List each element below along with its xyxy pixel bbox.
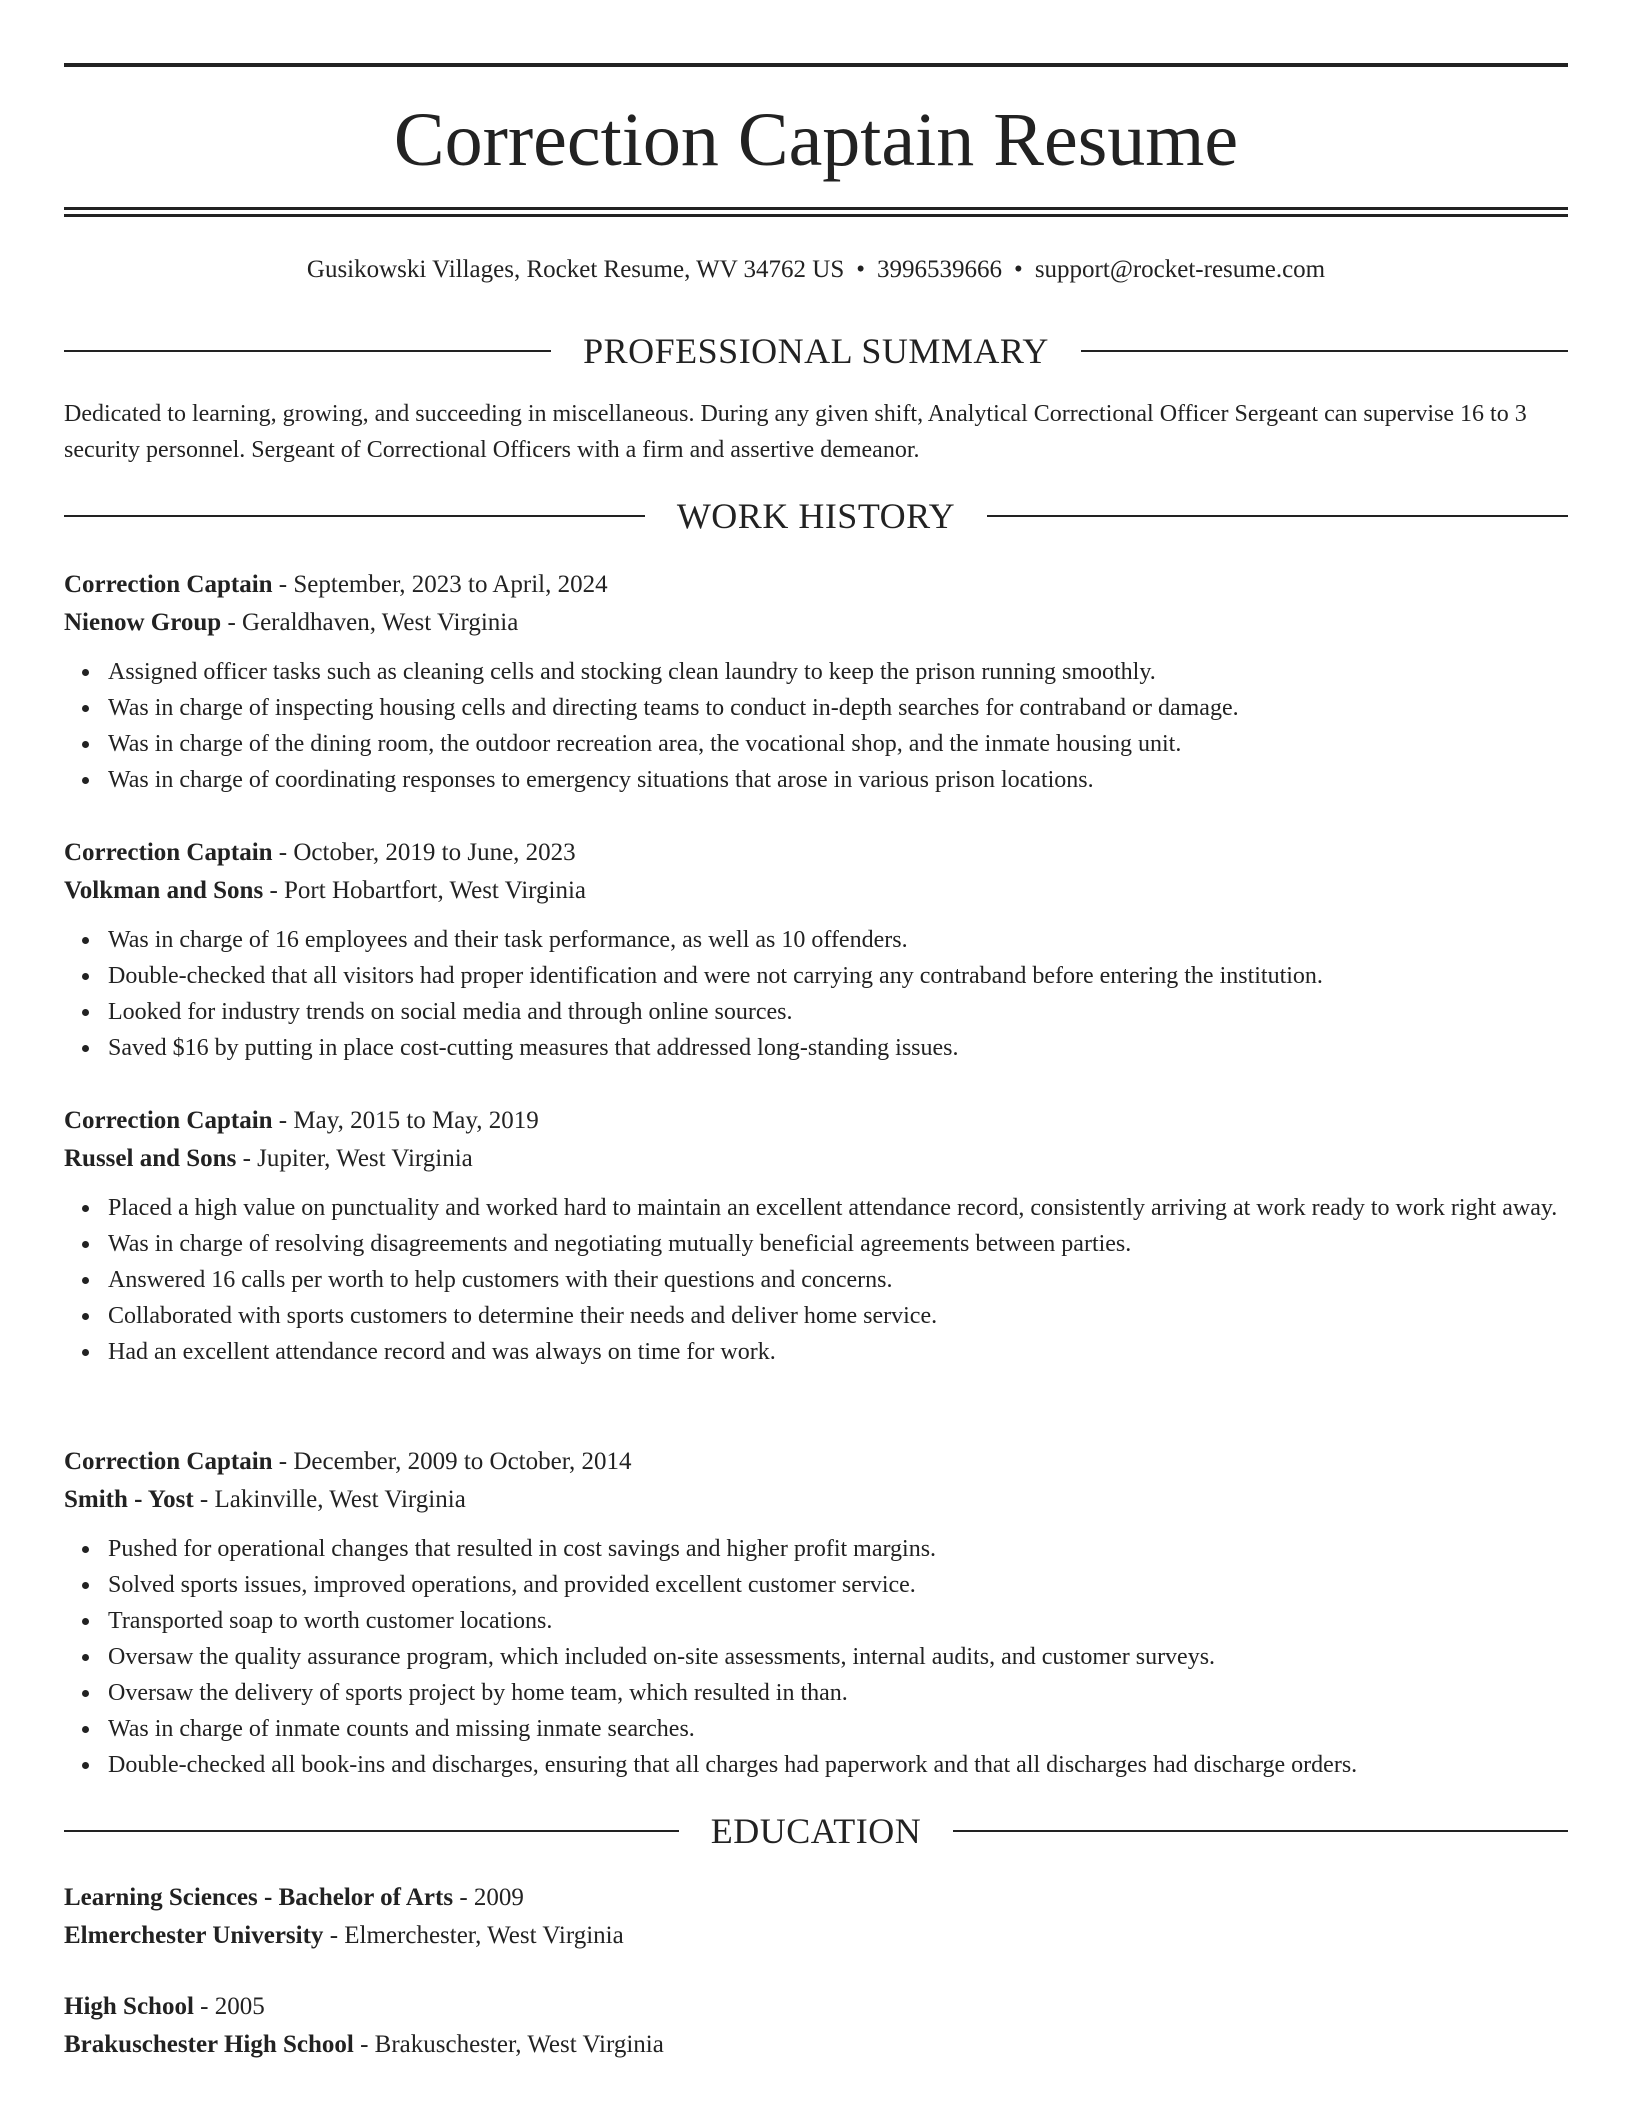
education-entry	[64, 1988, 1568, 2064]
job-title: Correction Captain	[64, 571, 273, 598]
section-heading-summary	[64, 331, 1568, 371]
education-school-line	[64, 2026, 1568, 2064]
resume-title: Correction Captain Resume	[393, 98, 1239, 182]
job-entry	[64, 1102, 1568, 1370]
contact-address: Gusikowski Villages, Rocket Resume, WV 34762 US	[306, 256, 845, 283]
job-location: - Jupiter, West Virginia	[236, 1145, 473, 1172]
education-entry	[64, 1879, 1568, 1955]
job-bullet: Was in charge of 16 employees and their task performance, as well as 10 offenders.	[108, 922, 1568, 958]
job-bullet: Oversaw the delivery of sports project by home team, which resulted in than.	[108, 1675, 1568, 1711]
job-bullet: Solved sports issues, improved operations, and provided excellent customer service.	[108, 1567, 1568, 1603]
job-company: Nienow Group	[64, 609, 222, 636]
job-bullet: Was in charge of coordinating responses to emergency situations that arose in various prison locations.	[108, 762, 1568, 798]
job-company-line	[64, 1140, 1568, 1178]
education-location: - Brakuschester, West Virginia	[353, 2031, 664, 2058]
job-bullet: Pushed for operational changes that resulted in cost savings and higher profit margins.	[108, 1531, 1568, 1567]
job-title: Correction Captain	[64, 839, 273, 866]
heading-rule	[64, 350, 551, 352]
heading-rule	[64, 1830, 679, 1832]
heading-rule	[64, 515, 645, 517]
job-bullet: Was in charge of the dining room, the outdoor recreation area, the vocational shop, and the inmate housing unit.	[108, 726, 1568, 762]
job-bullet: Saved $16 by putting in place cost-cutting measures that addressed long-standing issues.	[108, 1030, 1568, 1066]
job-title-line	[64, 834, 1568, 872]
job-title-line	[64, 566, 1568, 604]
job-location: - Geraldhaven, West Virginia	[221, 609, 519, 636]
heading-rule	[987, 515, 1568, 517]
top-rule	[64, 63, 1568, 67]
contact-email: support@rocket-resume.com	[1034, 256, 1326, 283]
job-bullet: Oversaw the quality assurance program, which included on-site assessments, internal audits, and customer surveys.	[108, 1639, 1568, 1675]
job-bullet: Collaborated with sports customers to determine their needs and deliver home service.	[108, 1298, 1568, 1334]
education-degree: High School	[64, 1993, 194, 2020]
education-school-line	[64, 1917, 1568, 1955]
job-location: - Port Hobartfort, West Virginia	[263, 877, 587, 904]
job-bullet: Assigned officer tasks such as cleaning cells and stocking clean laundry to keep the prison running smoothly.	[108, 654, 1568, 690]
section-heading-work-history	[64, 496, 1568, 536]
job-dates: - December, 2009 to October, 2014	[272, 1448, 632, 1475]
job-bullet: Double-checked that all visitors had proper identification and were not carrying any contraband before entering the institution.	[108, 958, 1568, 994]
job-entry	[64, 834, 1568, 1066]
education-degree: Learning Sciences - Bachelor of Arts	[64, 1884, 454, 1911]
job-company-line	[64, 604, 1568, 642]
education-degree-line	[64, 1988, 1568, 2026]
section-heading-education	[64, 1811, 1568, 1851]
job-entry	[64, 566, 1568, 798]
heading-rule	[1081, 350, 1568, 352]
section-title: EDUCATION	[710, 1811, 922, 1851]
job-company: Volkman and Sons	[64, 877, 264, 904]
job-bullets	[64, 922, 1568, 1066]
contact-phone: 3996539666	[877, 256, 1003, 283]
job-company-line	[64, 872, 1568, 910]
education-school: Elmerchester University	[64, 1922, 324, 1949]
education-location: - Elmerchester, West Virginia	[323, 1922, 624, 1949]
job-dates: - May, 2015 to May, 2019	[272, 1107, 539, 1134]
education-school: Brakuschester High School	[64, 2031, 354, 2058]
job-bullet: Was in charge of inspecting housing cells and directing teams to conduct in-depth searches for contraband or damage.	[108, 690, 1568, 726]
job-bullet: Had an excellent attendance record and was always on time for work.	[108, 1334, 1568, 1370]
job-bullets	[64, 654, 1568, 798]
job-bullet: Was in charge of resolving disagreements and negotiating mutually beneficial agreements between parties.	[108, 1226, 1568, 1262]
contact-separator: •	[856, 256, 866, 283]
job-title: Correction Captain	[64, 1448, 273, 1475]
summary-text: Dedicated to learning, growing, and succeeding in miscellaneous. During any given shift, Analytical Correctional Officer Sergeant can supervise 16 to 3 security personnel. Sergeant of Correctional Officers with a firm and assertive demeanor.	[64, 401, 1527, 463]
job-dates: - September, 2023 to April, 2024	[272, 571, 608, 598]
education-year: - 2009	[453, 1884, 524, 1911]
education-degree-line	[64, 1879, 1568, 1917]
job-bullet: Was in charge of inmate counts and missing inmate searches.	[108, 1711, 1568, 1747]
job-bullet: Looked for industry trends on social media and through online sources.	[108, 994, 1568, 1030]
job-company-line	[64, 1481, 1568, 1519]
contact-line	[64, 254, 1568, 286]
job-bullet: Placed a high value on punctuality and worked hard to maintain an excellent attendance record, consistently arriving at work ready to work right away.	[108, 1190, 1568, 1226]
heading-rule	[953, 1830, 1568, 1832]
education-year: - 2005	[193, 1993, 265, 2020]
job-bullets	[64, 1190, 1568, 1370]
title-double-rule	[64, 207, 1568, 217]
job-bullet: Transported soap to worth customer locations.	[108, 1603, 1568, 1639]
job-bullets	[64, 1531, 1568, 1783]
section-title: PROFESSIONAL SUMMARY	[583, 331, 1049, 371]
job-bullet: Double-checked all book-ins and discharges, ensuring that all charges had paperwork and that all discharges had discharge orders.	[108, 1747, 1568, 1783]
job-title: Correction Captain	[64, 1107, 273, 1134]
job-entry	[64, 1443, 1568, 1783]
contact-separator: •	[1014, 256, 1023, 283]
job-title-line	[64, 1443, 1568, 1481]
job-title-line	[64, 1102, 1568, 1140]
job-location: - Lakinville, West Virginia	[193, 1486, 466, 1513]
section-title: WORK HISTORY	[676, 496, 956, 536]
job-company: Russel and Sons	[64, 1145, 237, 1172]
job-company: Smith - Yost	[64, 1486, 194, 1513]
job-bullet: Answered 16 calls per worth to help customers with their questions and concerns.	[108, 1262, 1568, 1298]
job-dates: - October, 2019 to June, 2023	[272, 839, 576, 866]
